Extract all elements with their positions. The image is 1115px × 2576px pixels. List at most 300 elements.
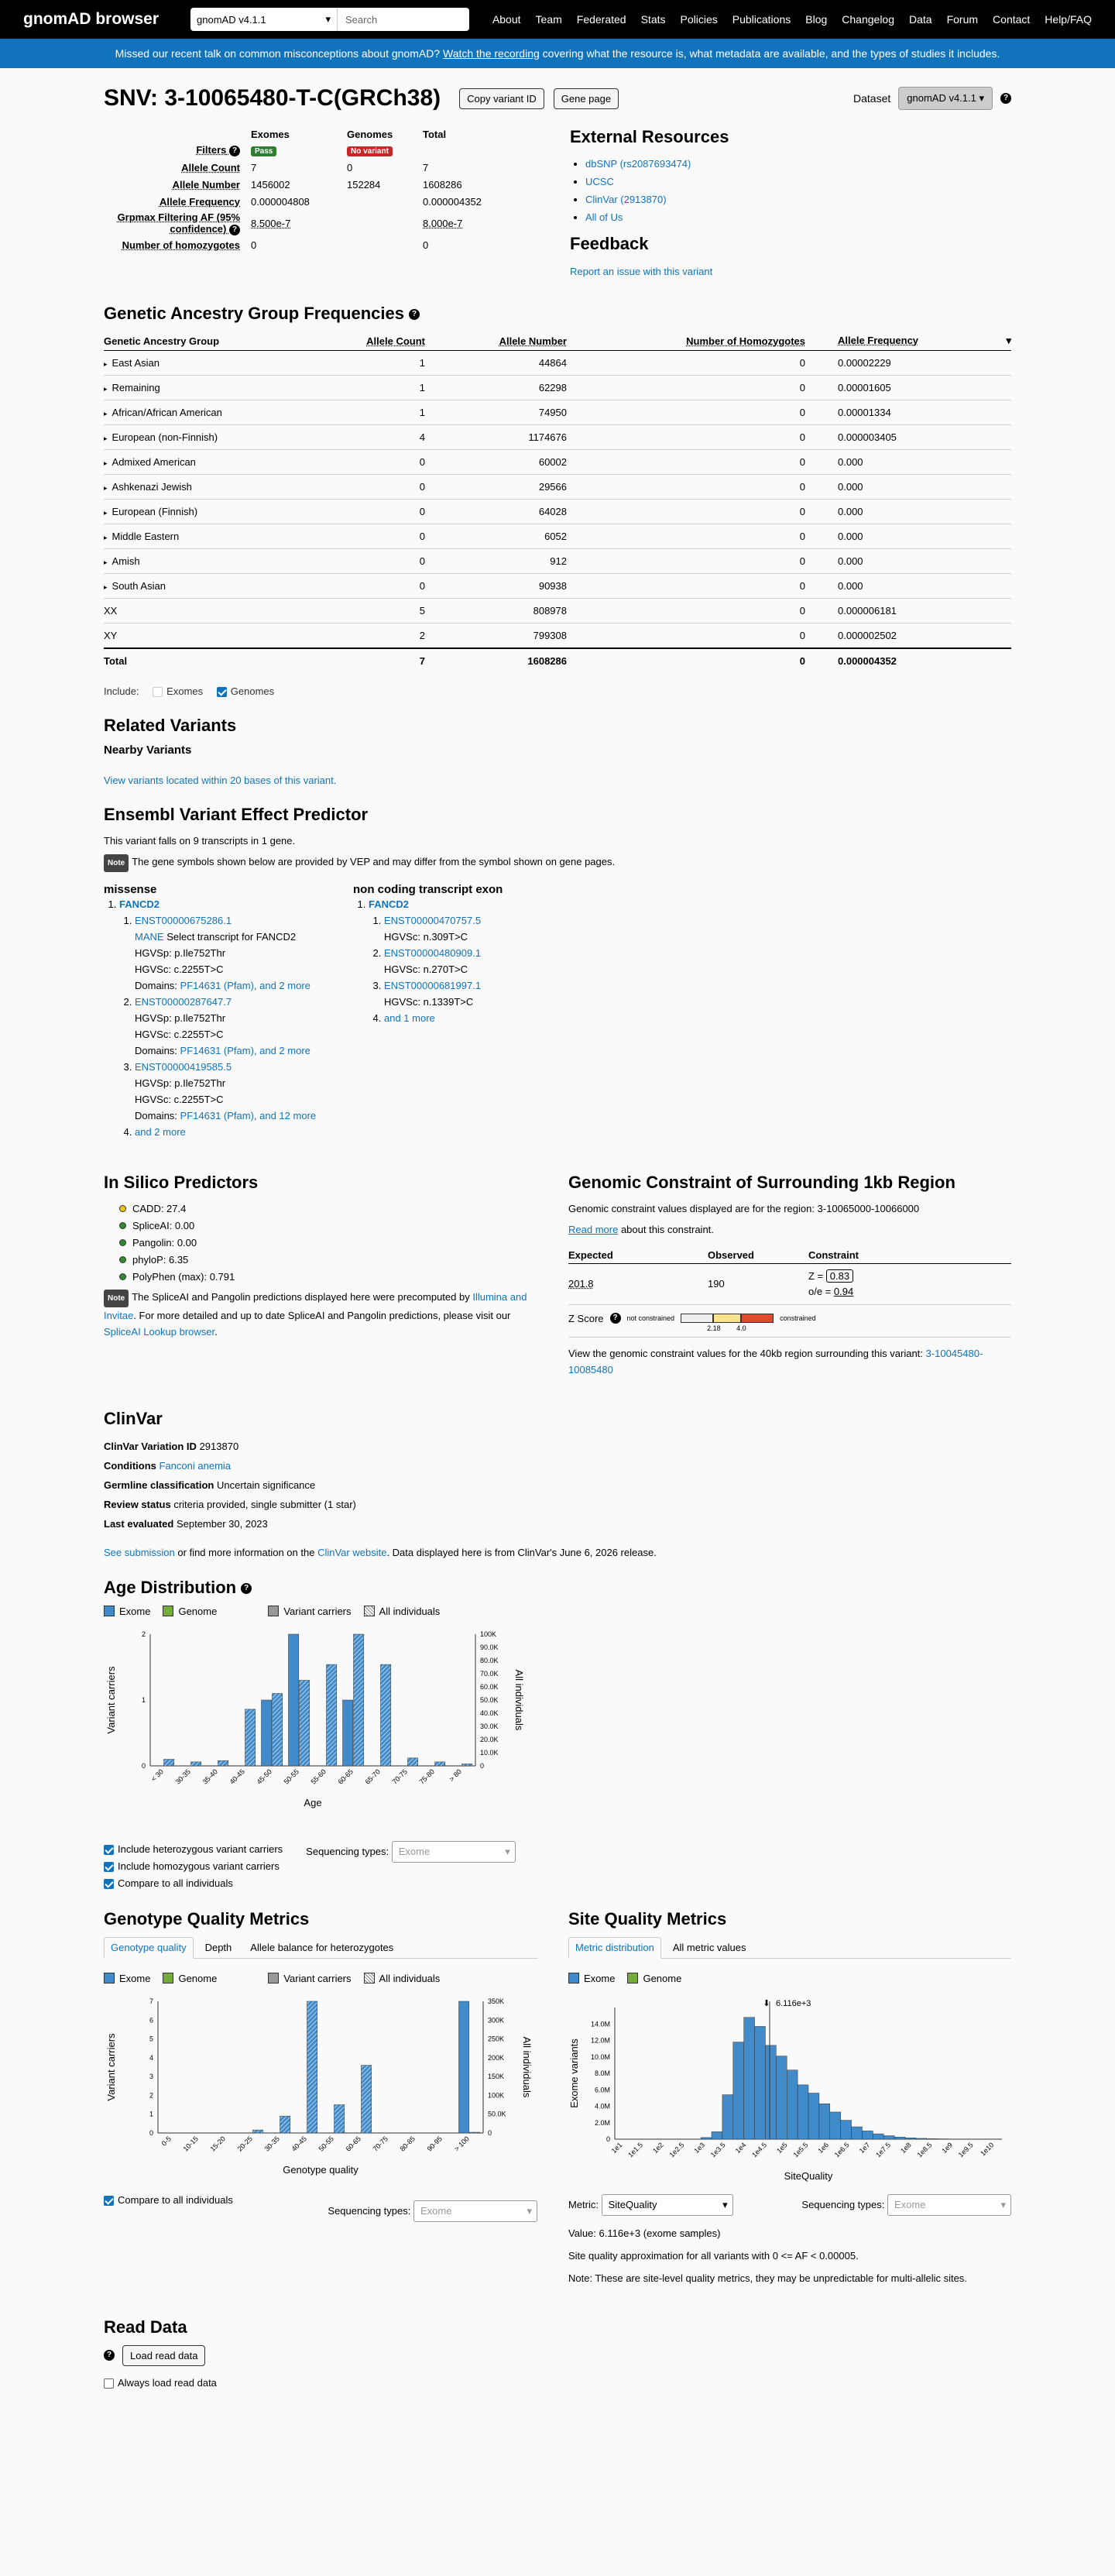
vep-intro: This variant falls on 9 transcripts in 1 gene. <box>104 834 296 847</box>
tab-metric-distribution[interactable]: Metric distribution <box>568 1937 661 1959</box>
summary-value: 8.000e-7 <box>423 217 463 229</box>
x-tick-label: 35-40 <box>201 1767 219 1786</box>
table-cell: 29566 <box>425 475 567 500</box>
note-badge: Note <box>104 1290 129 1307</box>
include-label: Include: <box>104 685 139 697</box>
x-tick-label: 1e6 <box>816 2140 831 2155</box>
y2-tick-label: 100K <box>488 2090 505 2099</box>
filter-novariant-badge: No variant <box>347 146 393 156</box>
col-genomes: Genomes <box>347 129 393 140</box>
z-scale-bar <box>681 1314 774 1333</box>
gene-item <box>119 896 353 1140</box>
page-title: SNV: 3-10065480-T-C(GRCh38) <box>104 85 441 111</box>
summary-row-label-text: Allele Count <box>181 161 240 173</box>
all-individuals-bar <box>327 1664 337 1766</box>
y-tick-label: 7 <box>149 1997 153 2005</box>
nav-link-forum[interactable]: Forum <box>946 13 979 26</box>
load-read-data-button[interactable]: Load read data <box>122 2345 205 2366</box>
spliceai-lookup-link[interactable]: SpliceAI Lookup browser <box>104 1325 215 1338</box>
clinvar-title: ClinVar <box>104 1408 163 1428</box>
header-allele-frequency[interactable]: Allele Frequency ▾ <box>805 331 1011 351</box>
x-tick-label: 60-65 <box>344 2134 362 2153</box>
transcript-item <box>384 977 601 1010</box>
dataset-select-value: gnomAD v4.1.1 <box>197 13 266 26</box>
y2-tick-label: 50.0K <box>480 1695 499 1704</box>
transcript-link[interactable]: ENST00000419585.5 <box>135 1060 232 1073</box>
transcript-link[interactable]: ENST00000681997.1 <box>384 979 482 991</box>
table-cell: 1 <box>290 351 425 376</box>
genotype-quality-section <box>104 1909 537 2286</box>
table-row[interactable] <box>104 500 1011 524</box>
table-cell: 0 <box>290 524 425 549</box>
vep-title: Ensembl Variant Effect Predictor <box>104 804 369 824</box>
table-cell: 1 <box>290 376 425 400</box>
x-tick-label: 15-20 <box>208 2134 227 2153</box>
age-controls <box>104 1841 1011 1892</box>
compare-checkbox[interactable] <box>104 1879 114 1889</box>
het-check-row <box>104 1841 283 1858</box>
read-more-link[interactable]: Read more <box>568 1223 619 1235</box>
transcript-link[interactable]: ENST00000470757.5 <box>384 914 482 926</box>
transcript-link[interactable]: ENST00000287647.7 <box>135 995 232 1008</box>
scale-segment-high <box>741 1314 774 1323</box>
table-row[interactable] <box>104 475 1011 500</box>
metric-select-row <box>568 2194 733 2216</box>
table-cell: 0.000002502 <box>805 623 1011 648</box>
domains-link[interactable]: PF14631 (Pfam), and 12 more <box>180 1109 317 1121</box>
x-tick-label: 1e6.5 <box>832 2140 851 2159</box>
transcript-detail: HGVSp: p.Ile752Thr <box>135 1012 226 1024</box>
insilico-note <box>104 1289 530 1340</box>
insilico-title: In Silico Predictors <box>104 1172 259 1192</box>
clinvar-row <box>104 1514 1011 1534</box>
header-group[interactable]: Genetic Ancestry Group <box>104 331 290 351</box>
nav-link-helpfaq[interactable]: Help/FAQ <box>1045 13 1092 26</box>
illumina-link[interactable]: Illumina and Invitae <box>104 1290 527 1321</box>
histogram-bar <box>722 2094 733 2138</box>
external-links <box>570 155 1011 226</box>
predictor-item <box>119 1200 530 1218</box>
header-allele-count[interactable]: Allele Count <box>290 331 425 351</box>
expand-arrow-icon[interactable]: ▸ <box>104 558 108 566</box>
expected-value: 201.8 <box>568 1278 594 1290</box>
help-icon[interactable]: ? <box>229 225 240 235</box>
y-tick-label: 4 <box>149 2053 153 2062</box>
histogram-bar <box>916 2138 927 2139</box>
table-cell: 0 <box>567 623 805 648</box>
table-row[interactable] <box>104 450 1011 475</box>
y2-tick-label: 250K <box>488 2035 505 2043</box>
total-cell: 0.000004352 <box>805 648 1011 673</box>
table-row[interactable] <box>104 376 1011 400</box>
group-name: XY <box>104 629 118 641</box>
histogram-bar <box>894 2137 905 2139</box>
legend-exome: Exome <box>119 1605 151 1617</box>
table-cell: 0 <box>567 351 805 376</box>
summary-value: 7 <box>251 161 257 173</box>
nav-links <box>492 13 1092 26</box>
table-cell: 799308 <box>425 623 567 648</box>
readdata-controls <box>104 2345 1011 2366</box>
more-item <box>135 1124 353 1140</box>
table-cell <box>104 351 290 376</box>
z-score-scale <box>568 1312 1011 1333</box>
constraint-footer-text: View the genomic constraint values for the 40kb region surrounding this variant: <box>568 1347 923 1359</box>
y-tick-label: 4.0M <box>594 2102 610 2111</box>
nav-link-federated[interactable]: Federated <box>576 13 626 26</box>
clinvar-website-link[interactable]: ClinVar website <box>317 1546 387 1558</box>
table-cell: 912 <box>425 549 567 574</box>
domains-label: Domains: <box>135 1044 180 1056</box>
nav-link-contact[interactable]: Contact <box>993 13 1031 26</box>
summary-row <box>104 210 516 237</box>
transcript-detail: HGVSp: p.Ile752Thr <box>135 946 226 959</box>
summary-value: 0.000004808 <box>251 195 310 208</box>
clinvar-value[interactable]: Fanconi anemia <box>159 1459 232 1472</box>
all-individuals-bar <box>218 1760 228 1766</box>
exomes-checkbox[interactable] <box>153 687 163 697</box>
scale-segment-mid <box>713 1314 741 1323</box>
x-tick-label: 90-95 <box>425 2134 444 2153</box>
x-tick-label: 1e3.5 <box>708 2140 727 2159</box>
x-tick-label: 1e5.5 <box>791 2140 810 2159</box>
group-name: East Asian <box>112 357 160 369</box>
genome-swatch <box>627 1973 638 1984</box>
table-row[interactable] <box>104 549 1011 574</box>
transcript-detail: HGVSp: p.Ile752Thr <box>135 1077 226 1089</box>
histogram-bar <box>765 2045 776 2138</box>
het-checkbox[interactable] <box>104 1845 114 1855</box>
summary-section <box>104 127 1011 277</box>
summary-left <box>104 127 537 277</box>
carriers-swatch <box>268 1973 279 1984</box>
app-logo[interactable]: gnomAD browser <box>23 10 160 28</box>
all-individuals-bar <box>300 1680 310 1766</box>
constraint-section <box>568 1173 1011 1378</box>
group-name: Amish <box>112 555 140 567</box>
seq-types-label: Sequencing types: <box>801 2198 885 2210</box>
histogram-bar <box>798 2084 808 2138</box>
predictor-item <box>119 1235 530 1252</box>
nav-link-about[interactable]: About <box>492 13 521 26</box>
read-more-text: about this constraint. <box>620 1223 714 1235</box>
expand-arrow-icon[interactable]: ▸ <box>104 434 108 442</box>
status-dot-icon <box>119 1256 126 1263</box>
table-cell: 0 <box>290 500 425 524</box>
expand-arrow-icon[interactable]: ▸ <box>104 534 108 541</box>
seq-types-select[interactable] <box>887 2194 1011 2216</box>
nav-link-changelog[interactable]: Changelog <box>842 13 895 26</box>
tab-genotype-quality[interactable]: Genotype quality <box>104 1937 194 1959</box>
histogram-bar <box>755 2026 766 2139</box>
scale-tick-2: 4.0 <box>736 1324 746 1333</box>
table-cell: 4 <box>290 425 425 450</box>
x-tick-label: 30-35 <box>262 2134 281 2153</box>
readdata-title: Read Data <box>104 2317 187 2337</box>
summary-value: 8.500e-7 <box>251 217 291 229</box>
transcript-link[interactable]: ENST00000480909.1 <box>384 946 482 959</box>
expand-arrow-icon[interactable]: ▸ <box>104 459 108 467</box>
tab-depth[interactable]: Depth <box>204 1941 232 1953</box>
nav-link-blog[interactable]: Blog <box>805 13 828 26</box>
constraint-table <box>568 1247 1011 1305</box>
table-cell: 0 <box>290 450 425 475</box>
variant-header <box>104 77 1011 119</box>
summary-row-label <box>104 176 251 193</box>
table-cell: 0.000 <box>805 500 1011 524</box>
x-tick-label: 1e4 <box>733 2140 748 2155</box>
transcript-link[interactable]: ENST00000675286.1 <box>135 914 232 926</box>
domains-link[interactable]: PF14631 (Pfam), and 2 more <box>180 1044 310 1056</box>
expand-arrow-icon[interactable]: ▸ <box>104 583 108 591</box>
clinvar-key: ClinVar Variation ID <box>104 1440 197 1452</box>
clinvar-footer-text: or find more information on the <box>177 1546 315 1558</box>
age-legend <box>104 1606 1011 1617</box>
gene-link[interactable]: FANCD2 <box>369 898 410 910</box>
col-total: Total <box>423 129 447 140</box>
help-icon[interactable]: ? <box>229 146 240 156</box>
expand-arrow-icon[interactable]: ▸ <box>104 484 108 492</box>
x-tick-label: 1e7.5 <box>874 2140 893 2159</box>
x-tick-label: 0-5 <box>160 2134 173 2148</box>
table-row[interactable] <box>104 351 1011 376</box>
nav-link-stats[interactable]: Stats <box>640 13 666 26</box>
table-cell: 0 <box>567 500 805 524</box>
clinvar-row <box>104 1437 1011 1456</box>
y2-tick-label: 10.0K <box>480 1748 499 1757</box>
table-cell: 0 <box>290 549 425 574</box>
y-tick-label: 6.0M <box>594 2085 610 2093</box>
predictor-text: Pangolin: 0.00 <box>132 1236 197 1249</box>
genomes-checkbox[interactable] <box>217 687 227 697</box>
x-axis-label: Genotype quality <box>283 2163 359 2176</box>
group-name: African/African American <box>112 407 222 418</box>
table-cell: 0.00001605 <box>805 376 1011 400</box>
table-row <box>104 599 1011 623</box>
legend-genome: Genome <box>178 1972 218 1984</box>
legend-exome: Exome <box>119 1972 151 1984</box>
gene-link[interactable]: FANCD2 <box>119 898 160 910</box>
expand-arrow-icon[interactable]: ▸ <box>104 360 108 368</box>
y-tick-label: 0 <box>149 2128 153 2137</box>
y-tick-label: 3 <box>149 2072 153 2080</box>
help-icon[interactable]: ? <box>409 309 420 320</box>
table-row[interactable] <box>104 524 1011 549</box>
clinvar-row <box>104 1495 1011 1514</box>
x-tick-label: 1e1.5 <box>626 2140 645 2159</box>
more-transcripts-link[interactable]: and 2 more <box>135 1125 186 1138</box>
all-individuals-bar <box>470 2132 480 2133</box>
more-transcripts-link[interactable]: and 1 more <box>384 1012 435 1024</box>
table-cell <box>104 400 290 425</box>
table-cell: 0.000006181 <box>805 599 1011 623</box>
summary-row <box>104 237 516 254</box>
hom-checkbox[interactable] <box>104 1862 114 1872</box>
table-row[interactable] <box>104 574 1011 599</box>
legend-all: All individuals <box>379 1605 441 1617</box>
histogram-bar <box>776 2056 787 2138</box>
domains-link[interactable]: PF14631 (Pfam), and 2 more <box>180 979 310 991</box>
status-dot-icon <box>119 1273 126 1280</box>
table-cell <box>104 475 290 500</box>
x-tick-label: > 80 <box>448 1767 463 1783</box>
total-cell: 1608286 <box>425 648 567 673</box>
total-cell: 0 <box>567 648 805 673</box>
compare-label: Compare to all individuals <box>118 2193 233 2206</box>
help-icon[interactable]: ? <box>241 1583 252 1594</box>
nearby-variants-link[interactable]: View variants located within 20 bases of this variant. <box>104 774 337 786</box>
summary-value: 7 <box>423 161 429 173</box>
tab-all-metric-values[interactable]: All metric values <box>672 1941 746 1953</box>
x-tick-label: 1e8.5 <box>915 2140 934 2159</box>
x-tick-label: 20-25 <box>235 2134 254 2153</box>
carrier-bar <box>289 1634 299 1766</box>
gene-page-button[interactable]: Gene page <box>554 88 619 109</box>
het-label: Include heterozygous variant carriers <box>118 1843 283 1855</box>
external-resources <box>570 127 1011 277</box>
y-axis-label: Exome variants <box>568 2038 580 2108</box>
help-icon[interactable]: ? <box>1000 93 1011 104</box>
nav-link-publications[interactable]: Publications <box>732 13 791 26</box>
table-cell: 0 <box>567 400 805 425</box>
y-tick-label: 8.0M <box>594 2069 610 2077</box>
quality-metrics-row <box>104 1909 1011 2286</box>
external-link[interactable]: UCSC <box>585 176 614 187</box>
external-link[interactable]: ClinVar (2913870) <box>585 194 667 205</box>
ancestry-title: Genetic Ancestry Group Frequencies ? <box>104 304 1011 324</box>
nav-link-data[interactable]: Data <box>909 13 932 26</box>
histogram-bar <box>905 2138 916 2139</box>
group-name: Remaining <box>112 382 160 393</box>
copy-variant-id-button[interactable]: Copy variant ID <box>459 88 544 109</box>
x-tick-label: 1e2.5 <box>667 2140 686 2159</box>
dataset-dropdown[interactable]: gnomAD v4.1.1 ▾ <box>898 87 993 110</box>
age-checkboxes <box>104 1841 283 1892</box>
filters-label: Filters ? <box>104 142 251 159</box>
x-tick-label: < 30 <box>149 1767 165 1783</box>
table-cell: 0.00002229 <box>805 351 1011 376</box>
transcript-detail: HGVSc: n.309T>C <box>384 930 468 943</box>
header-allele-number[interactable]: Allele Number <box>425 331 567 351</box>
table-row[interactable] <box>104 425 1011 450</box>
summary-value <box>347 193 423 210</box>
compare-checkbox[interactable] <box>104 2196 114 2206</box>
transcript-detail: HGVSc: c.2255T>C <box>135 1028 224 1040</box>
site-quality-section <box>568 1909 1011 2286</box>
x-tick-label: 40-45 <box>290 2134 308 2153</box>
group-name: Ashkenazi Jewish <box>112 481 192 493</box>
table-cell <box>104 524 290 549</box>
note-text-end: . <box>214 1325 218 1338</box>
always-load-checkbox[interactable] <box>104 2379 114 2389</box>
total-row <box>104 648 1011 673</box>
clinvar-row <box>104 1475 1011 1495</box>
x-tick-label: 1e7 <box>857 2140 872 2155</box>
metric-label: Metric: <box>568 2198 599 2210</box>
table-cell: 0 <box>567 450 805 475</box>
clinvar-value: September 30, 2023 <box>176 1517 268 1530</box>
missense-gene-list <box>104 896 353 1140</box>
x-tick-label: 45-50 <box>255 1767 273 1786</box>
table-cell: 74950 <box>425 400 567 425</box>
external-link[interactable]: dbSNP (rs2087693474) <box>585 158 691 170</box>
dataset-select[interactable] <box>190 8 338 31</box>
external-link-item <box>585 173 1011 191</box>
help-icon[interactable]: ? <box>610 1313 621 1324</box>
predictor-text: CADD: 27.4 <box>132 1202 187 1214</box>
frequency-summary-table <box>104 127 516 254</box>
clinvar-footer-end: . Data displayed here is from ClinVar's June 6, 2026 release. <box>386 1546 657 1558</box>
expand-arrow-icon[interactable]: ▸ <box>104 509 108 517</box>
always-load-label: Always load read data <box>118 2376 217 2389</box>
filter-pass-badge: Pass <box>251 146 276 156</box>
seq-types-select[interactable] <box>392 1841 516 1863</box>
banner-link[interactable]: Watch the recording <box>443 47 540 60</box>
legend-carriers: Variant carriers <box>283 1605 352 1617</box>
y2-tick-label: 20.0K <box>480 1735 499 1743</box>
header-homozygotes[interactable]: Number of Homozygotes <box>567 331 805 351</box>
expand-arrow-icon[interactable]: ▸ <box>104 410 108 417</box>
read-more-row <box>568 1221 1011 1238</box>
nav-link-team[interactable]: Team <box>535 13 562 26</box>
table-cell: 0.000 <box>805 475 1011 500</box>
table-row[interactable] <box>104 400 1011 425</box>
noncoding-column <box>353 883 601 1140</box>
clinvar-row <box>104 1456 1011 1475</box>
seq-types-label: Sequencing types: <box>328 2204 411 2217</box>
mane-text: Select transcript for FANCD2 <box>166 930 297 943</box>
nav-link-policies[interactable]: Policies <box>680 13 718 26</box>
summary-value <box>347 237 423 254</box>
clinvar-value: Uncertain significance <box>216 1479 316 1491</box>
summary-row-label-text: Number of homozygotes <box>122 239 240 252</box>
metric-select[interactable] <box>602 2194 733 2216</box>
transcript-list <box>369 912 601 1026</box>
table-cell: 6052 <box>425 524 567 549</box>
region-link[interactable]: 3-10045480-10085480 <box>568 1347 983 1376</box>
y2-tick-label: 80.0K <box>480 1656 499 1664</box>
summary-row <box>104 176 516 193</box>
table-cell: 0.000 <box>805 524 1011 549</box>
report-issue-link[interactable]: Report an issue with this variant <box>570 266 713 277</box>
genoq-controls <box>104 2194 537 2222</box>
search-bar <box>190 8 469 31</box>
genome-swatch <box>163 1606 173 1616</box>
x-axis-label: Age <box>304 1796 322 1808</box>
x-tick-label: > 100 <box>452 2134 471 2153</box>
histogram-bar <box>701 2137 712 2138</box>
table-cell <box>104 599 290 623</box>
missense-title: missense <box>104 882 157 896</box>
see-submission-link[interactable]: See submission <box>104 1546 175 1558</box>
external-link[interactable]: All of Us <box>585 211 623 223</box>
help-icon[interactable]: ? <box>104 2350 115 2361</box>
seq-types-select[interactable] <box>413 2200 537 2222</box>
z-score-label: Z Score <box>568 1312 604 1324</box>
banner-text-post: covering what the resource is, what metadata are available, and the types of studies it includes. <box>542 47 1000 60</box>
sort-desc-icon: ▾ <box>1006 335 1011 346</box>
expand-arrow-icon[interactable]: ▸ <box>104 385 108 393</box>
summary-row-label <box>104 237 251 254</box>
note-text: The SpliceAI and Pangolin predictions displayed here were precomputed by <box>132 1290 470 1303</box>
tab-allele-balance-for-heterozygotes[interactable]: Allele balance for heterozygotes <box>250 1941 394 1953</box>
search-input[interactable]: Search <box>345 13 378 26</box>
predictors-row <box>104 1173 1011 1378</box>
table-cell: 1 <box>290 400 425 425</box>
table-cell <box>104 574 290 599</box>
header-constraint: Constraint <box>808 1249 859 1261</box>
mane-label: MANE <box>135 930 164 943</box>
